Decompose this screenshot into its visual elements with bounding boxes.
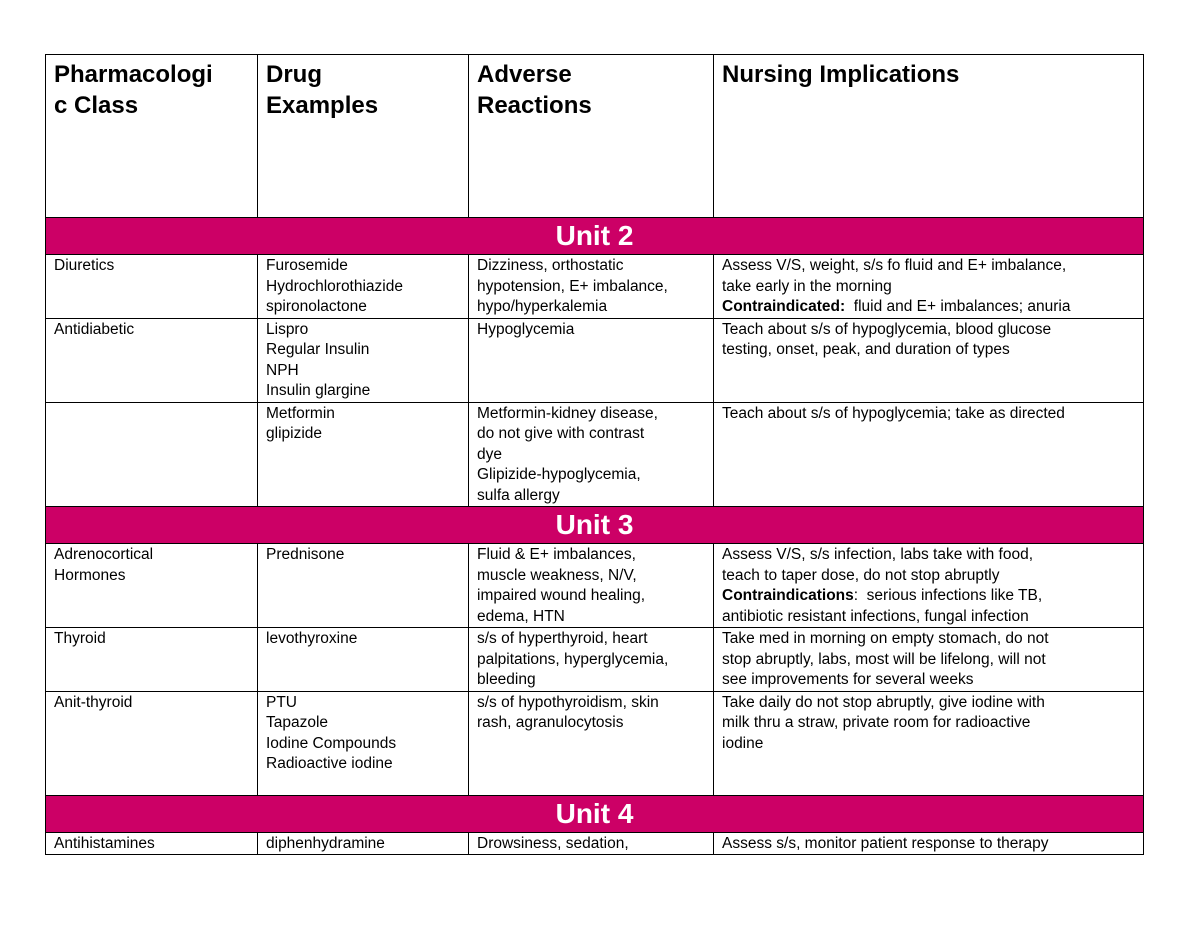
table-row bbox=[46, 402, 1144, 507]
class-cell bbox=[46, 402, 258, 507]
nursing-cell: Assess V/S, weight, s/s fo fluid and E+ imbalance, take early in the morning Contraindicated: fluid and E+ imbalances; anuria bbox=[714, 255, 1144, 319]
unit-3-row bbox=[46, 507, 1144, 544]
header-nursing-implications: Nursing Implications bbox=[714, 55, 1144, 218]
contraindications-label: Contraindications bbox=[722, 587, 854, 604]
nursing-cell: Take med in morning on empty stomach, do not stop abruptly, labs, most will be lifelong, will not see improvements for several weeks bbox=[714, 628, 1144, 692]
drugs-cell: Metformin glipizide bbox=[258, 402, 469, 507]
table-row bbox=[46, 628, 1144, 692]
nursing-cell: Take daily do not stop abruptly, give iodine with milk thru a straw, private room for radioactive iodine bbox=[714, 691, 1144, 795]
table-row bbox=[46, 832, 1144, 855]
adverse-cell: Fluid & E+ imbalances, muscle weakness, N/V, impaired wound healing, edema, HTN bbox=[469, 544, 714, 628]
class-cell: Diuretics bbox=[46, 255, 258, 319]
nursing-cell: Teach about s/s of hypoglycemia; take as directed bbox=[714, 402, 1144, 507]
unit-4-row bbox=[46, 795, 1144, 832]
unit-4-heading: Unit 4 bbox=[46, 795, 1144, 832]
adverse-cell: s/s of hypothyroidism, skin rash, agranulocytosis bbox=[469, 691, 714, 795]
contraindicated-label: Contraindicated: bbox=[722, 298, 846, 315]
nursing-cell: Assess V/S, s/s infection, labs take with food, teach to taper dose, do not stop abruptly Contraindications: serious infections like TB, antibiotic resistant infections, fungal infection bbox=[714, 544, 1144, 628]
table-row bbox=[46, 255, 1144, 319]
adverse-cell: Drowsiness, sedation, bbox=[469, 832, 714, 855]
drugs-cell: levothyroxine bbox=[258, 628, 469, 692]
drugs-cell: diphenhydramine bbox=[258, 832, 469, 855]
adverse-cell: s/s of hyperthyroid, heart palpitations, hyperglycemia, bleeding bbox=[469, 628, 714, 692]
class-cell: Adrenocortical Hormones bbox=[46, 544, 258, 628]
table-row bbox=[46, 544, 1144, 628]
nursing-cell: Assess s/s, monitor patient response to therapy bbox=[714, 832, 1144, 855]
drugs-cell: Prednisone bbox=[258, 544, 469, 628]
class-cell: Antihistamines bbox=[46, 832, 258, 855]
class-cell: Thyroid bbox=[46, 628, 258, 692]
header-drug-examples: Drug Examples bbox=[258, 55, 469, 218]
table-row bbox=[46, 318, 1144, 402]
unit-3-heading: Unit 3 bbox=[46, 507, 1144, 544]
drugs-cell: Furosemide Hydrochlorothiazide spironolactone bbox=[258, 255, 469, 319]
nursing-cell: Teach about s/s of hypoglycemia, blood glucose testing, onset, peak, and duration of types bbox=[714, 318, 1144, 402]
adverse-cell: Dizziness, orthostatic hypotension, E+ imbalance, hypo/hyperkalemia bbox=[469, 255, 714, 319]
drugs-cell: PTU Tapazole Iodine Compounds Radioactive iodine bbox=[258, 691, 469, 795]
class-cell: Antidiabetic bbox=[46, 318, 258, 402]
drugs-cell: Lispro Regular Insulin NPH Insulin glargine bbox=[258, 318, 469, 402]
header-adverse-reactions: Adverse Reactions bbox=[469, 55, 714, 218]
unit-2-row bbox=[46, 218, 1144, 255]
drug-table bbox=[45, 54, 1144, 855]
adverse-cell: Hypoglycemia bbox=[469, 318, 714, 402]
class-cell: Anit-thyroid bbox=[46, 691, 258, 795]
header-pharmacologic-class: Pharmacologi c Class bbox=[46, 55, 258, 218]
adverse-cell: Metformin-kidney disease, do not give with contrast dye Glipizide-hypoglycemia, sulfa allergy bbox=[469, 402, 714, 507]
unit-2-heading: Unit 2 bbox=[46, 218, 1144, 255]
table-row bbox=[46, 691, 1144, 795]
header-row bbox=[46, 55, 1144, 218]
